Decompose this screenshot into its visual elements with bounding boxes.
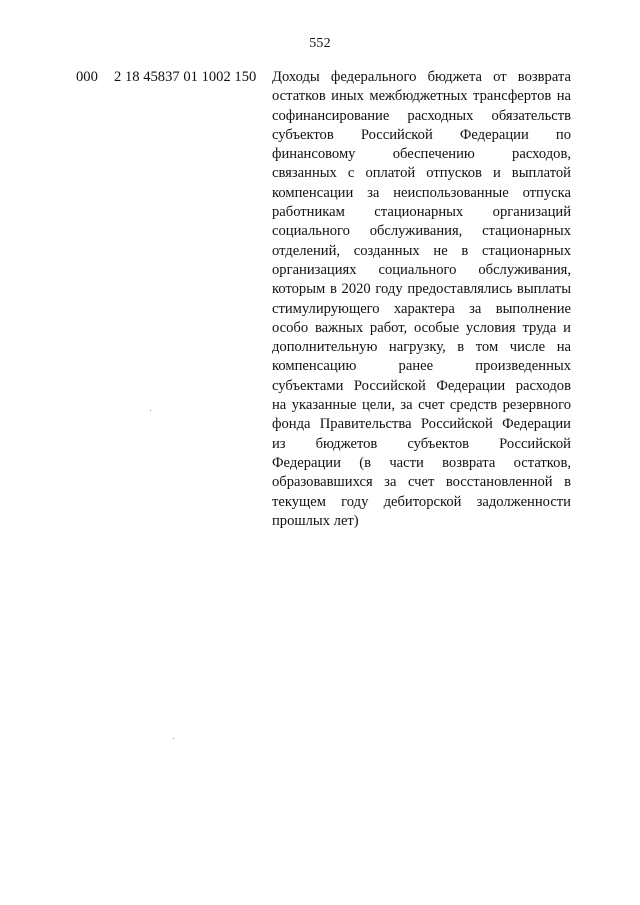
description-line: Доходы федерального бюджета от возврата (272, 69, 571, 85)
description-line: софинансирование расходных обязательств (272, 107, 571, 124)
description-line: субъектами Российской Федерации расходов (272, 377, 571, 394)
description-line: организациях социального обслуживания, (272, 261, 571, 278)
description-line: остатков иных межбюджетных трансфертов на (272, 88, 571, 105)
income-description (272, 68, 571, 531)
description-line: социального обслуживания, стационарных (272, 223, 571, 240)
description-line: субъектов Российской Федерации по (272, 126, 571, 143)
description-line: стимулирующего характера за выполнение (272, 300, 571, 317)
description-line: прошлых лет) (272, 512, 359, 529)
description-line: образовавшихся за счет восстановленной в (272, 474, 571, 491)
description-line: компенсацию ранее произведенных (272, 358, 571, 375)
description-line: финансовому обеспечению расходов, (272, 146, 571, 163)
income-classification-code: 2 18 45837 01 1002 150 (114, 69, 257, 85)
description-line: связанных с оплатой отпусков и выплатой (272, 165, 571, 182)
description-line: дополнительную нагрузку, в том числе на (272, 339, 571, 356)
description-line: работникам стационарных организаций (272, 204, 571, 221)
scan-speck (173, 738, 174, 739)
description-line: на указанные цели, за счет средств резервного (272, 397, 571, 414)
description-line: текущем году дебиторской задолженности (272, 493, 571, 510)
description-line: Федерации (в части возврата остатков, (272, 454, 571, 471)
description-line: отделений, созданных не в стационарных (272, 242, 571, 259)
description-line: которым в 2020 году предоставлялись выплаты (272, 281, 571, 298)
description-line: компенсации за неиспользованные отпуска (272, 184, 571, 201)
scan-speck (150, 410, 151, 411)
administrator-code: 000 (76, 69, 98, 85)
page-number: 552 (309, 36, 331, 51)
description-line: фонда Правительства Российской Федерации (272, 416, 571, 433)
description-line: особо важных работ, особые условия труда и (272, 319, 571, 336)
description-line: из бюджетов субъектов Российской (272, 435, 571, 452)
